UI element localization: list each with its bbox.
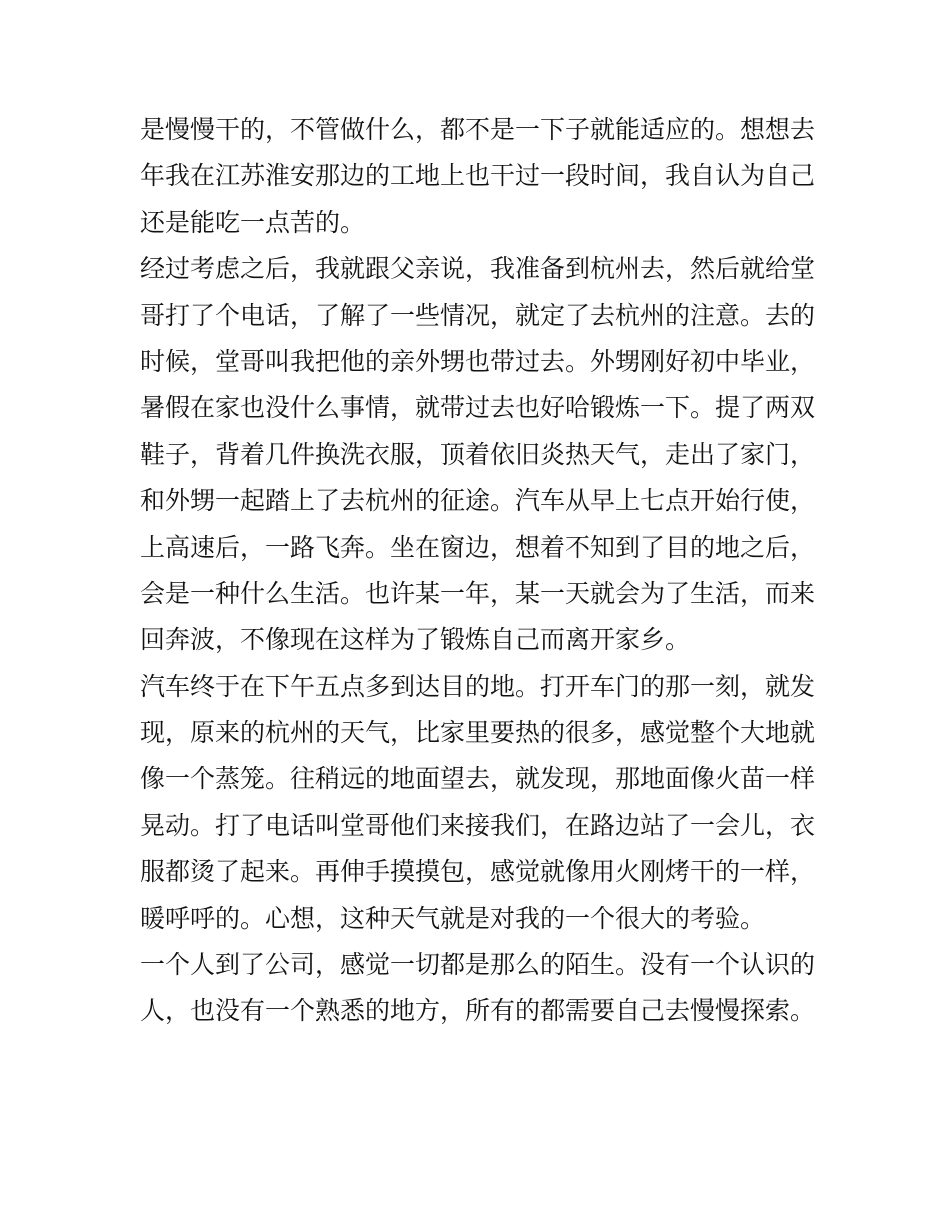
text-line: 暑假在家也没什么事情，就带过去也好哈锻炼一下。提了两双 (140, 393, 816, 423)
text-line: 会是一种什么生活。也许某一年，某一天就会为了生活，而来 (140, 578, 816, 608)
text-line: 年我在江苏淮安那边的工地上也干过一段时间，我自认为自己 (140, 161, 816, 191)
text-line: 一个人到了公司，感觉一切都是那么的陌生。没有一个认识的 (140, 950, 816, 980)
text-line: 哥打了个电话，了解了一些情况，就定了去杭州的注意。去的 (140, 300, 816, 330)
text-line: 和外甥一起踏上了去杭州的征途。汽车从早上七点开始行使， (140, 486, 816, 516)
text-line: 人，也没有一个熟悉的地方，所有的都需要自己去慢慢探索。 (140, 996, 816, 1026)
text-line: 汽车终于在下午五点多到达目的地。打开车门的那一刻，就发 (140, 671, 816, 701)
text-line: 上高速后，一路飞奔。坐在窗边，想着不知到了目的地之后， (140, 532, 816, 562)
text-line: 时候，堂哥叫我把他的亲外甥也带过去。外甥刚好初中毕业， (140, 346, 816, 376)
text-line: 像一个蒸笼。往稍远的地面望去，就发现，那地面像火苗一样 (140, 764, 816, 794)
text-line: 晃动。打了电话叫堂哥他们来接我们，在路边站了一会儿，衣 (140, 810, 816, 840)
text-line: 经过考虑之后，我就跟父亲说，我准备到杭州去，然后就给堂 (140, 254, 816, 284)
body-text (140, 107, 820, 1035)
text-line: 现，原来的杭州的天气，比家里要热的很多，感觉整个大地就 (140, 718, 816, 748)
text-line: 还是能吃一点苦的。 (140, 207, 366, 237)
text-line: 暖呼呼的。心想，这种天气就是对我的一个很大的考验。 (140, 903, 766, 933)
text-line: 是慢慢干的，不管做什么，都不是一下子就能适应的。想想去 (140, 115, 816, 144)
text-line: 服都烫了起来。再伸手摸摸包，感觉就像用火刚烤干的一样， (140, 857, 816, 887)
text-line: 回奔波，不像现在这样为了锻炼自己而离开家乡。 (140, 625, 691, 655)
text-line: 鞋子，背着几件换洗衣服，顶着依旧炎热天气，走出了家门， (140, 439, 816, 469)
